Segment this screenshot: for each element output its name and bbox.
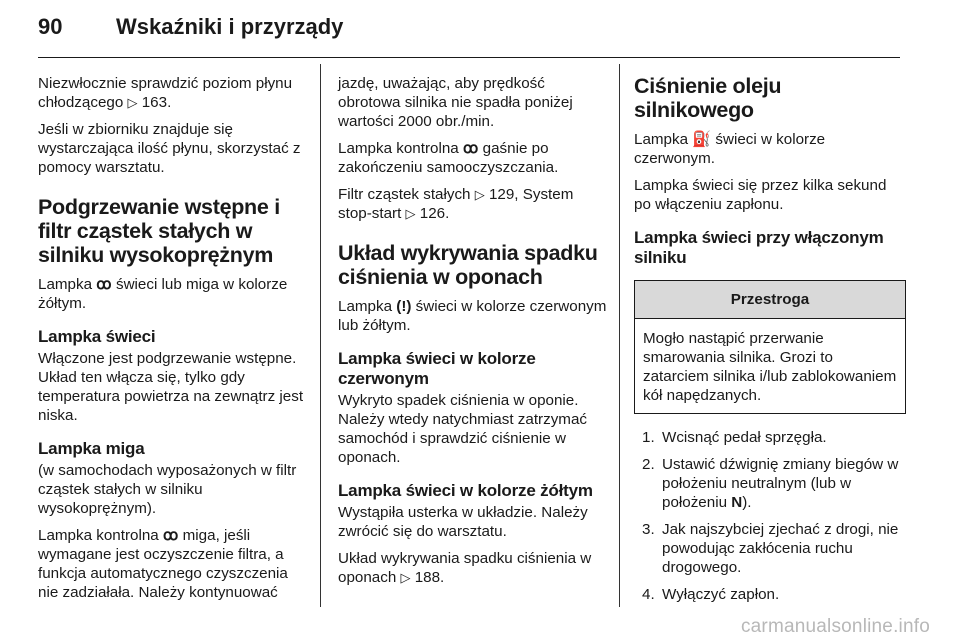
oil-can-icon: ⛽ bbox=[692, 131, 712, 148]
arrow-ref-icon: ▷ bbox=[474, 187, 485, 202]
caution-body bbox=[635, 319, 905, 413]
step-number: 1. bbox=[642, 429, 655, 446]
page-header bbox=[38, 14, 900, 52]
paragraph: Wystąpiła usterka w układzie. Należy zwrócić się do warsztatu. bbox=[338, 504, 588, 540]
page-number: 90 bbox=[38, 14, 63, 39]
paragraph: Jeśli w zbiorniku znajduje się wystarczająca ilość płynu, skorzystać z pomocy warsztatu. bbox=[38, 121, 301, 176]
paragraph bbox=[38, 275, 308, 313]
text: Lampka bbox=[38, 276, 97, 293]
paragraph bbox=[38, 74, 308, 112]
subheading: Lampka świeci bbox=[38, 327, 156, 346]
text: 129, System stop-start bbox=[338, 186, 574, 222]
subheading: Lampka miga bbox=[38, 439, 145, 458]
text: świeci w kolorze czerwonym. bbox=[634, 131, 826, 167]
step-text: ). bbox=[742, 494, 752, 511]
section-heading: Układ wykrywania spadku ciśnienia w oponach bbox=[338, 241, 598, 289]
steps-list bbox=[634, 428, 906, 604]
step-text: Jak najszybciej zjechać z drogi, nie powodując zakłócenia ruchu drogowego. bbox=[662, 521, 899, 576]
paragraph bbox=[338, 185, 608, 223]
step-text: Ustawić dźwignię zmiany biegów w położeniu neutralnym (lub w położeniu bbox=[662, 456, 899, 511]
paragraph bbox=[338, 139, 608, 177]
glow-plug-coil-icon: ꝏ bbox=[96, 276, 112, 293]
section-heading: Podgrzewanie wstępne i filtr cząstek stałych w silniku wysokoprężnym bbox=[38, 195, 280, 267]
page-title: Wskaźniki i przyrządy bbox=[116, 14, 344, 39]
text: 163. bbox=[137, 94, 172, 111]
step-number: 3. bbox=[642, 521, 655, 538]
text: 126. bbox=[415, 205, 450, 222]
text: Niezwłocznie sprawdzić poziom płynu chłodzącego bbox=[38, 75, 293, 111]
paragraph bbox=[338, 297, 608, 335]
caution-text: Mogło nastąpić przerwanie smarowania silnika. Grozi to zatarciem silnika i/lub zablokowaniem kół napędzanych. bbox=[643, 330, 897, 404]
text: świeci lub miga w kolorze żółtym. bbox=[38, 276, 288, 312]
arrow-ref-icon: ▷ bbox=[405, 206, 416, 221]
subheading: Lampka świeci w kolorze żółtym bbox=[338, 481, 593, 500]
paragraph: Lampka świeci się przez kilka sekund po włączeniu zapłonu. bbox=[634, 177, 887, 213]
paragraph: jazdę, uważając, aby prędkość obrotowa silnika nie spadła poniżej wartości 2000 obr./min. bbox=[338, 75, 573, 130]
list-item bbox=[634, 428, 906, 447]
caution-title: Przestroga bbox=[635, 281, 905, 319]
text: Układ wykrywania spadku ciśnienia w oponach bbox=[338, 550, 592, 586]
paragraph: Włączone jest podgrzewanie wstępne. Układ ten włącza się, tylko gdy temperatura powietrza na zewnątrz jest niska. bbox=[38, 350, 304, 424]
text: 188. bbox=[410, 569, 445, 586]
caution-box bbox=[634, 280, 906, 414]
list-item bbox=[634, 585, 906, 604]
glow-plug-coil-icon: ꝏ bbox=[162, 527, 179, 544]
text: świeci w kolorze czerwonym lub żółtym. bbox=[338, 298, 607, 334]
text: Lampka bbox=[634, 131, 693, 148]
column-3 bbox=[634, 74, 906, 612]
column-divider-1 bbox=[320, 64, 321, 607]
tyre-pressure-icon: (!) bbox=[396, 298, 412, 315]
header-rule bbox=[38, 57, 900, 58]
column-2 bbox=[338, 74, 608, 595]
list-item bbox=[634, 455, 906, 512]
text: Filtr cząstek stałych bbox=[338, 186, 475, 203]
glow-plug-coil-icon: ꝏ bbox=[462, 140, 479, 157]
list-item bbox=[634, 520, 906, 577]
section-heading: Ciśnienie oleju silnikowego bbox=[634, 74, 782, 122]
step-number: 4. bbox=[642, 586, 655, 603]
paragraph bbox=[634, 130, 906, 168]
text: Lampka kontrolna bbox=[338, 140, 463, 157]
subheading: Lampka świeci w kolorze czerwonym bbox=[338, 349, 536, 388]
arrow-ref-icon: ▷ bbox=[400, 570, 411, 585]
subheading: Lampka świeci przy włączonym silniku bbox=[634, 228, 884, 267]
column-1 bbox=[38, 74, 308, 610]
text: miga, jeśli wymagane jest oczyszczenie filtra, a funkcja automatycznego czyszczenia nie zadziałała. Należy kontynuować bbox=[38, 527, 288, 601]
watermark: carmanualsonline.info bbox=[740, 616, 930, 637]
step-number: 2. bbox=[642, 456, 655, 473]
paragraph bbox=[38, 526, 308, 602]
text: Lampka kontrolna bbox=[38, 527, 163, 544]
text: gaśnie po zakończeniu samooczyszczania. bbox=[338, 140, 559, 176]
step-text: Wyłączyć zapłon. bbox=[662, 586, 780, 603]
arrow-ref-icon: ▷ bbox=[127, 95, 138, 110]
paragraph bbox=[338, 549, 608, 587]
step-text: Wcisnąć pedał sprzęgła. bbox=[662, 429, 827, 446]
paragraph: (w samochodach wyposażonych w filtr cząstek stałych w silniku wysokoprężnym). bbox=[38, 462, 297, 517]
column-divider-2 bbox=[619, 64, 620, 607]
text: Lampka bbox=[338, 298, 397, 315]
paragraph: Wykryto spadek ciśnienia w oponie. Należy wtedy natychmiast zatrzymać samochód i sprawdzić ciśnienie w oponach. bbox=[338, 392, 587, 466]
gear-position: N bbox=[731, 494, 743, 511]
